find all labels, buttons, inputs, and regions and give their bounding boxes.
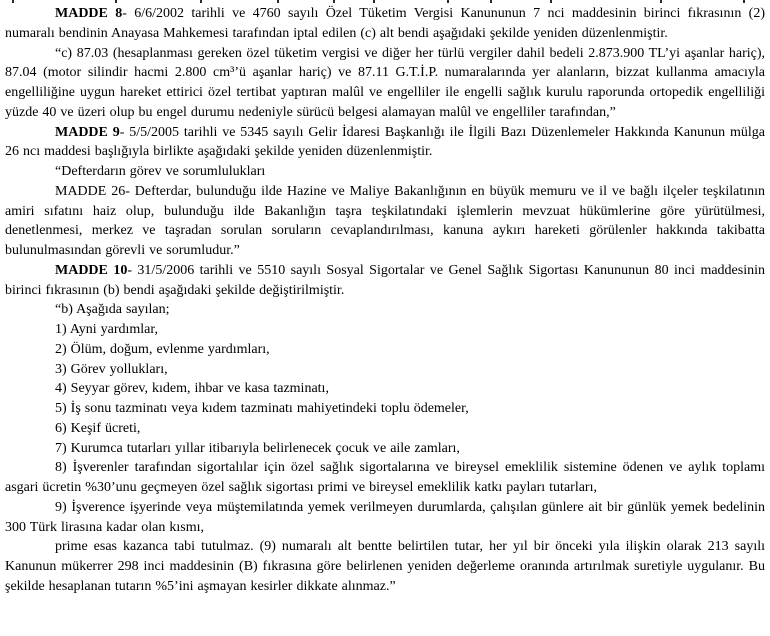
clipped-text-remnant bbox=[277, 0, 279, 3]
document-paragraph: 8) İşverenler tarafından sigortalılar için özel sağlık sigortalarına ve bireysel emeklilik sistemine ödenen ve aylık toplamı asgari ücretin %30’unu geçmeyen özel sağlık sigortası primi ve bireysel emeklilik katkı payları tutarları, bbox=[5, 460, 765, 495]
clipped-text-remnant bbox=[660, 0, 662, 3]
document-paragraph: MADDE 26- Defterdar, bulunduğu ilde Hazine ve Maliye Bakanlığının en büyük memuru ve il ve bağlı ilçeler teşkilatının amiri sıfatını haiz olup, bulunduğu ilde Bakanlığın taşra teşkilatındaki işlemlerin mevzuat hükümlerine göre yürütülmesi, denetlenmesi, merkez ve taşradan sorulan soruların cevaplandırılması, kanuna aykırı hareketi görülenler hakkında takibatta bulunulmasından görevli ve sorumludur.” bbox=[5, 183, 765, 258]
document-paragraph: prime esas kazanca tabi tutulmaz. (9) numaralı alt bentte belirtilen tutar, her yıl bir önceki yıla ilişkin olarak 213 sayılı Kanunun mükerrer 298 inci maddesinin (B) fıkrasına göre belirlenen yeniden değerleme oranında artırılmak suretiyle uygulanır. Bu şekilde hesaplanan tutarın %5’ini aşmayan kesirler dikkate alınmaz.” bbox=[5, 539, 765, 594]
document-paragraph: MADDE 9- 5/5/2005 tarihli ve 5345 sayılı Gelir İdaresi Başkanlığı ile İlgili Bazı Düzenlemeler Hakkında Kanunun mülga 26 ncı maddesi başlığıyla birlikte aşağıdaki şekilde yeniden düzenlenmiştir. bbox=[5, 124, 765, 160]
clipped-text-remnant bbox=[550, 0, 552, 3]
clipped-text-remnant bbox=[12, 0, 14, 3]
document-paragraph: 2) Ölüm, doğum, evlenme yardımları, bbox=[55, 341, 270, 357]
document-paragraph: 5) İş sonu tazminatı veya kıdem tazminatı mahiyetindeki toplu ödemeler, bbox=[55, 401, 469, 416]
clipped-text-remnant bbox=[373, 0, 375, 3]
document-paragraph: MADDE 8- 6/6/2002 tarihli ve 4760 sayılı Özel Tüketim Vergisi Kanununun 7 nci maddesinin birinci fıkrasının (2) numaralı bendinin Anayasa Mahkemesi tarafından iptal edilen (c) alt bendi aşağıdaki şekilde yeniden düzenlenmiştir. bbox=[5, 6, 766, 41]
document-paragraph: 6) Keşif ücreti, bbox=[55, 420, 141, 436]
document-paragraph: 3) Görev yollukları, bbox=[55, 361, 168, 377]
document-paragraph: MADDE 10- 31/5/2006 tarihli ve 5510 sayılı Sosyal Sigortalar ve Genel Sağlık Sigortası Kanununun 80 inci maddesinin birinci fıkrasının (b) bendi aşağıdaki şekilde değiştirilmiştir. bbox=[5, 262, 765, 298]
document-paragraph: 9) İşverence işyerinde veya müştemilatında yemek verilmeyen durumlarda, çalışılan günlere ait bir günlük yemek bedelinin 300 Türk lirasına kadar olan kısmı, bbox=[5, 499, 765, 535]
document-paragraph: 1) Ayni yardımlar, bbox=[55, 322, 158, 337]
clipped-text-remnant bbox=[333, 0, 335, 3]
clipped-text-remnant bbox=[447, 0, 449, 3]
madde-label: MADDE 8 bbox=[55, 6, 123, 21]
document-paragraph: “Defterdarın görev ve sorumlulukları bbox=[55, 164, 266, 179]
document-paragraph: “b) Aşağıda sayılan; bbox=[55, 302, 170, 318]
clipped-previous-line bbox=[0, 0, 770, 3]
document-paragraph: 7) Kurumca tutarları yıllar itibarıyla belirlenecek çocuk ve aile zamları, bbox=[55, 440, 460, 456]
document-paragraph: 4) Seyyar görev, kıdem, ihbar ve kasa tazminatı, bbox=[55, 381, 329, 397]
madde-label: MADDE 9 bbox=[55, 124, 120, 140]
madde-label: MADDE 10 bbox=[55, 262, 128, 278]
clipped-text-remnant bbox=[490, 0, 492, 3]
clipped-text-remnant bbox=[200, 0, 202, 3]
document-body bbox=[5, 4, 765, 597]
clipped-text-remnant bbox=[115, 0, 117, 3]
clipped-text-remnant bbox=[743, 0, 745, 3]
document-paragraph: “c) 87.03 (hesaplanması gereken özel tüketim vergisi ve diğer her türlü vergiler dahil bedeli 2.873.900 TL’yi aşanlar hariç), 87.04 (motor silindir hacmi 2.800 cm³’ü aşanlar hariç) ve 87.11 G.T.İ.P. numaralarında yer alanların, bizzat kullanma amacıyla engelliliğine uygun hareket ettirici özel tertibat yaptıran malûl ve engelliler ile engelli sağlık kurulu raporunda ortopedik engelliliği yüzde 40 ve üzeri olup bu engel durumu nedeniyle sürücü belgesi alamayan malûl ve engelliler tarafından,” bbox=[5, 45, 765, 120]
